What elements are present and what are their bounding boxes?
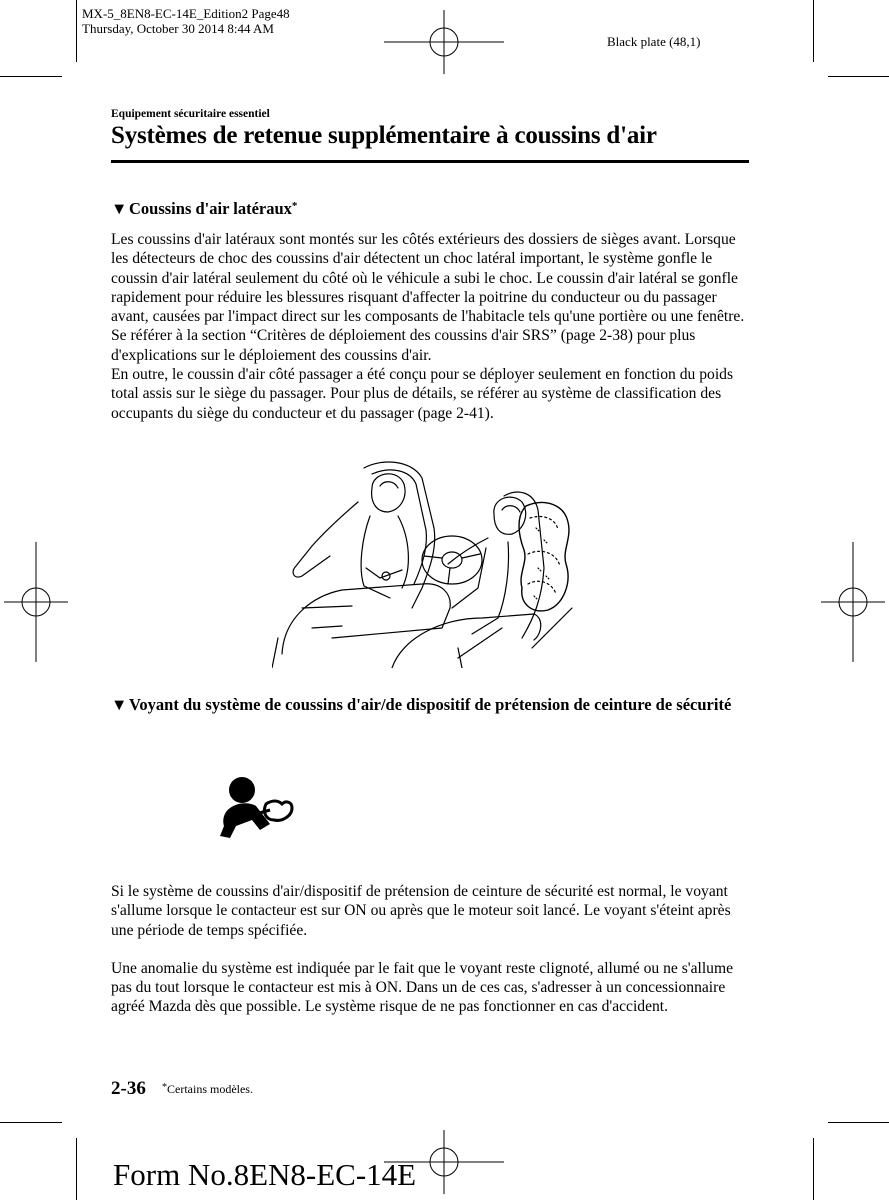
footnote (162, 1082, 253, 1097)
print-meta (82, 6, 290, 36)
section-heading-side-airbags (111, 198, 297, 220)
section-label: Equipement sécuritaire essentiel (111, 108, 270, 120)
print-meta-line1: MX-5_8EN8-EC-14E_Edition2 Page48 (82, 6, 290, 21)
registration-mark-top (384, 10, 504, 74)
section2-body (111, 882, 751, 1017)
triangle-marker-icon: ▼ (111, 695, 128, 714)
heading-text: Voyant du système de coussins d'air/de dispositif de prétension de ceinture de sécurité (129, 695, 732, 714)
section1-body (111, 230, 751, 423)
heading-text: Coussins d'air latéraux (129, 199, 292, 218)
registration-mark-left (4, 542, 68, 662)
page-title: Systèmes de retenue supplémentaire à coussins d'air (111, 122, 657, 149)
side-airbag-illustration (272, 458, 588, 668)
registration-mark-right (821, 542, 885, 662)
footnote-text: Certains modèles. (167, 1082, 253, 1096)
paragraph: En outre, le coussin d'air côté passager a été conçu pour se déployer seulement en fonction du poids total assis sur le siège du passager. Pour plus de détails, se référer au système de classification des occupants du siège du conducteur et du passager (page 2-41). (111, 366, 734, 422)
airbag-warning-light-icon (216, 770, 296, 844)
title-divider (111, 160, 749, 163)
paragraph: Les coussins d'air latéraux sont montés sur les côtés extérieurs des dossiers de sièges avant. Lorsque les détecteurs de choc des coussins d'air détectent un choc latéral important, le système gonfle le coussin d'air latéral seulement du côté où le véhicule a subi le choc. Le coussin d'air latéral se gonfle rapidement pour réduire les blessures risquant d'affecter la poitrine du conducteur ou du passager avant, causées par l'impact direct sur les composants de l'habitacle tels qu'une portière ou une fenêtre. (111, 231, 745, 326)
section-heading-warning-light (111, 694, 751, 716)
page-number: 2-36 (111, 1078, 146, 1099)
asterisk-mark: * (162, 1082, 167, 1093)
asterisk-mark: * (291, 200, 298, 212)
form-number: Form No.8EN8-EC-14E (113, 1157, 417, 1192)
triangle-marker-icon: ▼ (111, 199, 128, 218)
paragraph: Se référer à la section “Critères de déploiement des coussins d'air SRS” (page 2-38) pour plus d'explications sur le déploiement des coussins d'air. (111, 327, 696, 364)
paragraph: Si le système de coussins d'air/dispositif de prétension de ceinture de sécurité est normal, le voyant s'allume lorsque le contacteur est sur ON ou après que le moteur soit lancé. Le voyant s'éteint après une période de temps spécifiée. (111, 883, 731, 939)
print-meta-line2: Thursday, October 30 2014 8:44 AM (82, 21, 274, 36)
paragraph: Une anomalie du système est indiquée par le fait que le voyant reste clignoté, allumé ou ne s'allume pas du tout lorsque le contacteur est mis à ON. Dans un de ces cas, s'adresser à un concessionnaire agréé Mazda dès que possible. Le système risque de ne pas fonctionner en cas d'accident. (111, 959, 734, 1016)
plate-label: Black plate (48,1) (607, 34, 701, 49)
